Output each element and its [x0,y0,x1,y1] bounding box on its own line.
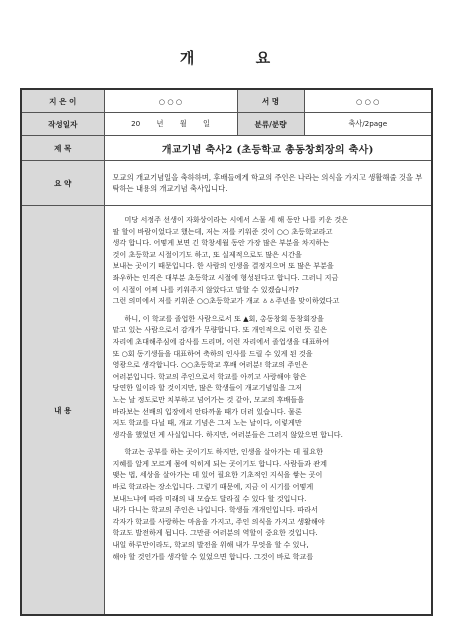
content-cell [104,206,432,616]
date-label: 작성일자 [21,113,104,136]
author-row [21,89,432,113]
date-value: 20 년 월 일 [104,113,237,136]
author-label: 지 은 이 [21,89,104,113]
content-paragraph-3: 학교는 공부를 하는 곳이기도 하지만, 인생을 살아가는 데 필요한 지혜를 알게 모르게 몸에 익히게 되는 곳이기도 합니다. 사람들과 관계 맺는 법, 세상을 살아가는 데 있어 필요한 기초적인 지식을 쌓는 곳이 바로 학교라는 장소입니다. 그렇기 때문에, 지금 이 시기를 어떻게 보내느냐에 따라 미래의 내 모습도 달라질 수 있다 할 것입니다. 내가 다니는 학교의 주인은 나입니다. 학생들 개개인입니다. 따라서 각자가 학교를 사랑하는 마음을 가지고, 주인 의식을 가지고 생활해야 학교도 발전하게 됩니다. 그만큼 여러분의 역할이 중요한 것입니다. 내일 하루만이라도, 학교의 발전을 위해 내가 무엇을 할 수 있나, 해야 할 것인가를 생각할 수 있었으면 합니다. 그것이 바로 학교를 [112,447,327,561]
subject-value: 개교기념 축사2 (초등학교 총동창회장의 축사) [104,136,432,161]
summary-label: 요 약 [21,161,104,206]
category-value: 축사/2page [304,113,432,136]
content-paragraph-1: 미당 서정주 선생이 자화상이라는 시에서 스물 세 해 동안 나를 키운 것은 팔 할이 바람이었다고 했는데, 저는 저를 키워준 것이 ○○ 초등학교라고 생각 합니다. 어떻게 보면 긴 학창세월 동안 가장 많은 부분을 차지하는 것이 초등학교 시절이기도 하고, 또 실제적으로도 많은 시간을 보내는 곳이기 때문입니다. 한 사람의 인생을 결정지으며 또 많은 부분을 좌우하는 인격은 대부분 초등학교 시절에 형성된다고 합니다. 그러니 지금 이 시절이 어찌 나를 키워주지 않았다고 말할 수 있겠습니까? 그런 의미에서 저를 키워준 ○○초등학교가 개교 ㅿㅿ주년을 맞이하였다고 [112,215,349,306]
subject-row [21,136,432,161]
summary-value: 모교의 개교기념일을 축하하며, 후배들에게 학교의 주인은 나라는 의식을 가지고 생활해줄 것을 부탁하는 내용의 개교기념 축사입니다. [104,161,432,206]
subject-label: 제 목 [21,136,104,161]
content-paragraph-2: 하니, 이 학교를 졸업한 사람으로서 또 ▲회, 총동창회 동창회장을 맡고 있는 사람으로서 감개가 무량합니다. 또 개인적으로 이런 뜻 깊은 자리에 초대해주심에 감사를 드리며, 이런 자리에서 졸업생을 대표하여 또 ○회 동기생들을 대표하여 축하의 인사를 드릴 수 있게 된 것을 영광으로 생각합니다. ○○초등학교 후배 여러분! 학교의 주인은 여러분입니다. 학교의 주인으로서 학교를 아끼고 사랑해야 함은 당연한 일이라 할 것이지만, 많은 학생들이 개교기념일을 그저 노는 날 정도로만 치부하고 넘어가는 것 같아, 모교의 후배들을 바라보는 선배의 입장에서 안타까울 때가 더러 있습니다. 물론 저도 학교를 다닐 때, 개교 기념은 그저 노는 날이다, 이렇게만 생각을 했었던 게 사실입니다. 하지만, 여러분들은 그러지 않았으면 합니다. [112,313,343,439]
book-title-value: ○ ○ ○ [304,89,432,113]
summary-row [21,161,432,206]
date-row [21,113,432,136]
content-label: 내 용 [21,206,104,616]
author-value: ○ ○ ○ [104,89,237,113]
page-title: 개 요 [179,49,299,67]
document-form-table [20,88,433,616]
content-body [113,214,424,614]
category-label: 분류/분량 [237,113,304,136]
content-row [21,206,432,616]
book-title-label: 서 명 [237,89,304,113]
